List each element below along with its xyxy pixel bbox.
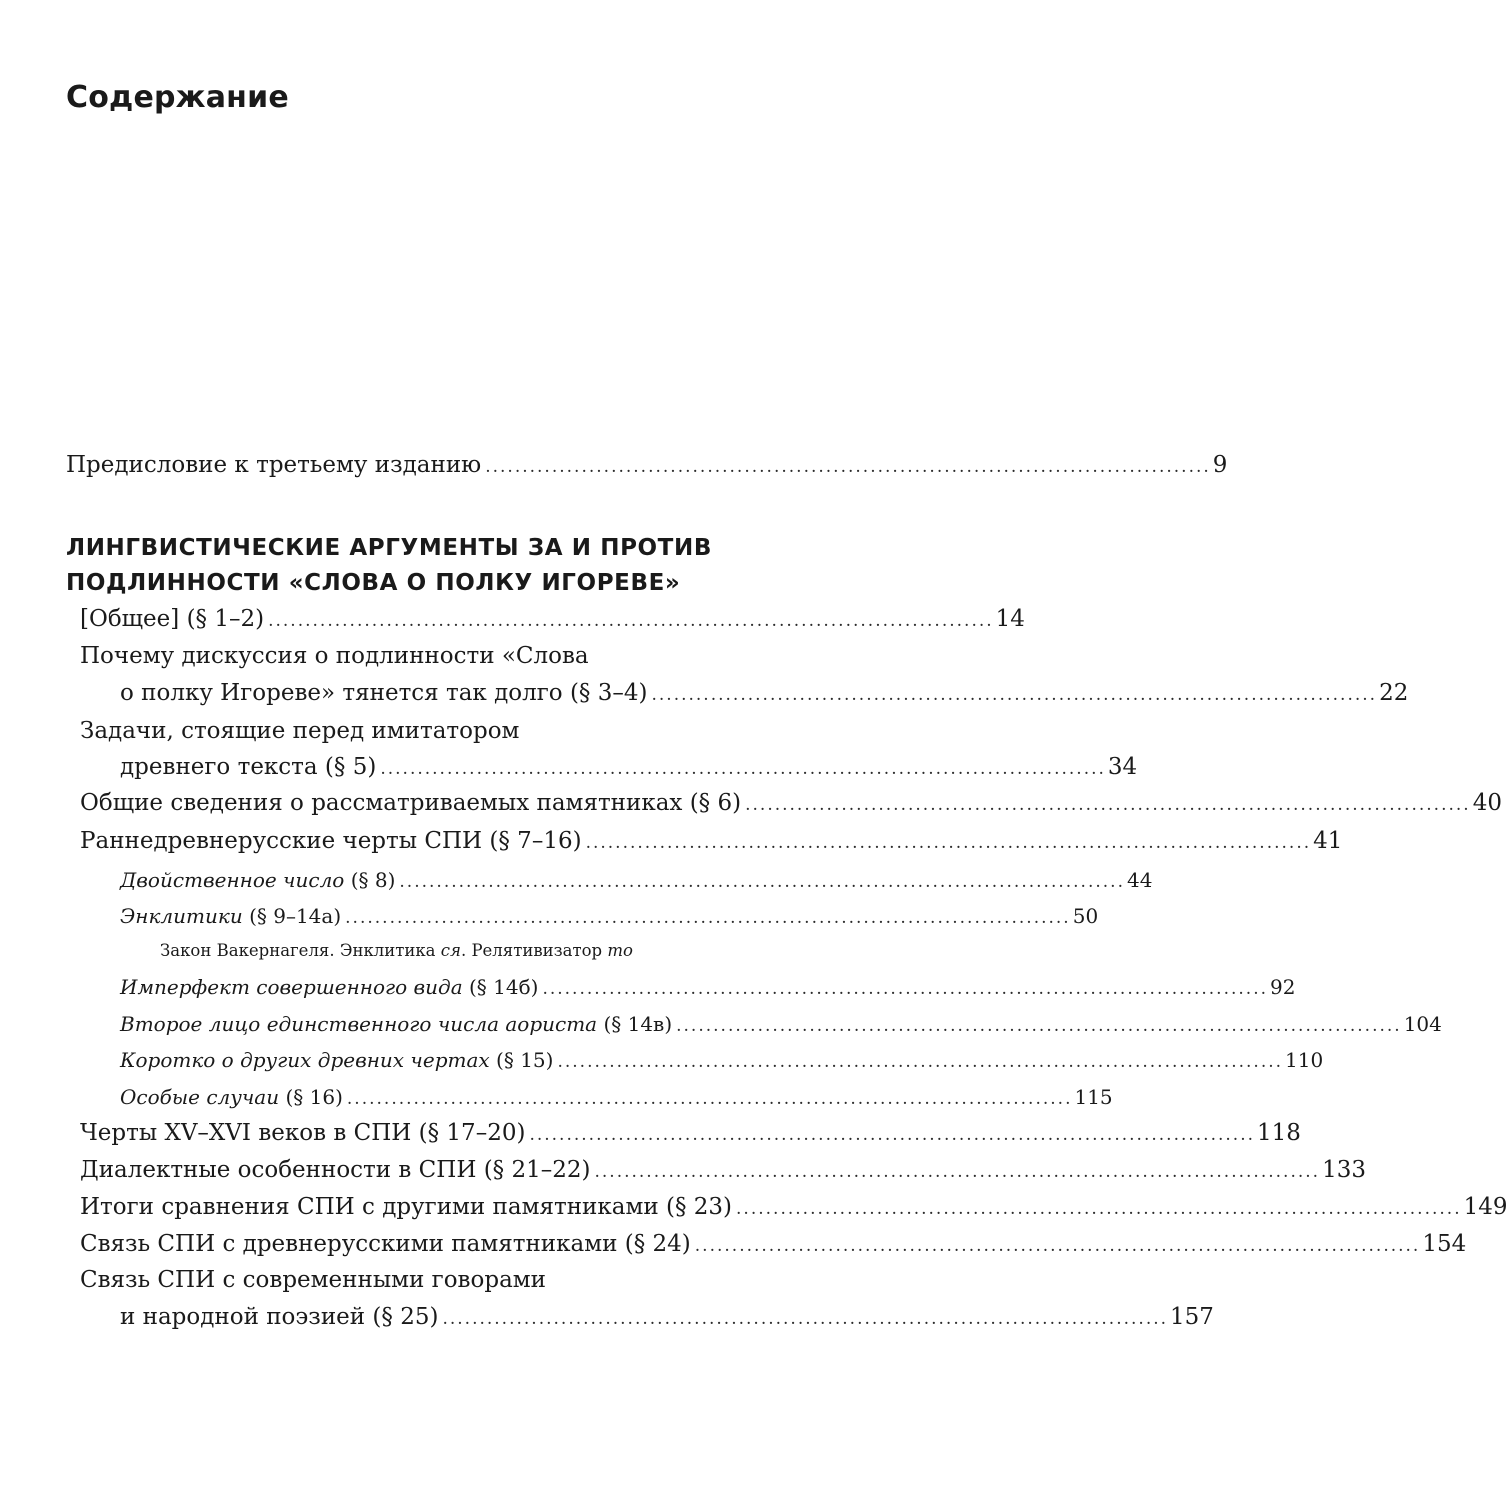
toc-page-number: 44 — [1126, 868, 1153, 892]
dot-leader: .................................................................................................. — [736, 1199, 1462, 1219]
toc-entry-label-line1: Почему дискуссия о подлинности «Слова — [80, 643, 589, 669]
toc-entry[interactable] — [120, 754, 1138, 780]
toc-entry[interactable] — [120, 680, 1409, 706]
section-heading-line1: ЛИНГВИСТИЧЕСКИЕ АРГУМЕНТЫ ЗА И ПРОТИВ — [66, 535, 712, 561]
dot-leader: .................................................................................................. — [485, 457, 1211, 477]
dot-leader: .................................................................................................. — [676, 1016, 1402, 1036]
dot-leader: .................................................................................................. — [542, 979, 1269, 999]
toc-entry[interactable] — [80, 1194, 1508, 1220]
toc-page-number: 9 — [1212, 452, 1228, 478]
toc-entry-label — [120, 1048, 553, 1072]
toc-entry[interactable] — [80, 1231, 1467, 1257]
dot-leader: .................................................................................................. — [529, 1125, 1256, 1145]
toc-entry-label-italic: Имперфект совершенного вида — [120, 975, 463, 999]
subnote-text: . Релятивизатор — [460, 941, 608, 960]
toc-page-number: 92 — [1270, 975, 1296, 999]
toc-entry-label: Итоги сравнения СПИ с другими памятниками (§ 23) — [80, 1194, 733, 1220]
toc-page-number: 104 — [1403, 1012, 1442, 1036]
toc-page-number: 157 — [1170, 1304, 1214, 1330]
toc-page-number: 14 — [995, 606, 1025, 632]
toc-entry-label: о полку Игореве» тянется так долго (§ 3–4) — [120, 680, 648, 706]
dot-leader: .................................................................................................. — [442, 1309, 1169, 1329]
toc-entry-label — [120, 904, 341, 928]
toc-entry[interactable] — [80, 1120, 1301, 1146]
toc-entry-label-italic: Двойственное число — [120, 868, 345, 892]
toc-entry-label-rest: (§ 8) — [344, 868, 396, 892]
toc-entry-label-line1: Связь СПИ с современными говорами — [80, 1267, 547, 1293]
toc-page-number: 41 — [1313, 828, 1343, 854]
subnote-italic: ся — [440, 941, 461, 960]
dot-leader: .................................................................................................. — [594, 1162, 1321, 1182]
toc-entry-label-line1: Задачи, стоящие перед имитатором — [80, 718, 520, 744]
toc-page-number: 110 — [1285, 1048, 1324, 1072]
toc-page-number: 118 — [1257, 1120, 1301, 1146]
toc-entry-label: Черты XV–XVI веков в СПИ (§ 17–20) — [80, 1120, 526, 1146]
dot-leader: .................................................................................................. — [651, 685, 1378, 705]
toc-entry[interactable] — [80, 1157, 1366, 1183]
toc-entry-label: и народной поэзией (§ 25) — [120, 1304, 439, 1330]
toc-page-number: 149 — [1463, 1194, 1508, 1220]
toc-page-number: 22 — [1379, 680, 1409, 706]
toc-page-number: 154 — [1422, 1231, 1467, 1257]
toc-entry-label: Общие сведения о рассматриваемых памятниках (§ 6) — [80, 790, 742, 816]
toc-entry[interactable] — [80, 828, 1343, 854]
dot-leader: .................................................................................................. — [585, 833, 1312, 853]
toc-entry[interactable] — [120, 1304, 1214, 1330]
toc-page-number: 115 — [1074, 1085, 1113, 1109]
toc-entry-label-rest: (§ 14в) — [597, 1012, 673, 1036]
toc-page-number: 34 — [1107, 754, 1138, 780]
toc-entry-label: Связь СПИ с древнерусскими памятниками (§ 24) — [80, 1231, 691, 1257]
toc-entry-label: Предисловие к третьему изданию — [66, 452, 482, 478]
toc-entry-label-rest: (§ 15) — [489, 1048, 554, 1072]
toc-entry[interactable] — [80, 790, 1502, 816]
toc-subentry[interactable] — [120, 1085, 1113, 1109]
dot-leader: .................................................................................................. — [345, 908, 1071, 928]
dot-leader: .................................................................................................. — [380, 759, 1106, 779]
toc-entry-label-italic: Энклитики — [120, 904, 243, 928]
toc-page-number: 50 — [1072, 904, 1099, 928]
toc-entry-label-rest: (§ 14б) — [462, 975, 539, 999]
subnote-text: Закон Вакернагеля. Энклитика — [160, 941, 441, 960]
toc-entry-label: [Общее] (§ 1–2) — [80, 606, 265, 632]
toc-entry-label: Раннедревнерусские черты СПИ (§ 7–16) — [80, 828, 582, 854]
toc-page-number: 40 — [1472, 790, 1502, 816]
toc-entry-label-italic: Второе лицо единственного числа аориста — [120, 1012, 598, 1036]
toc-entry-label: Диалектные особенности в СПИ (§ 21–22) — [80, 1157, 591, 1183]
toc-subentry[interactable] — [120, 868, 1153, 892]
toc-entry-label-rest: (§ 9–14а) — [242, 904, 342, 928]
toc-subnote — [160, 941, 633, 960]
toc-entry-label — [120, 975, 538, 999]
toc-entry-label-italic: Коротко о других древних чертах — [120, 1048, 490, 1072]
toc-entry-preface[interactable] — [66, 452, 1228, 478]
section-heading-line2: ПОДЛИННОСТИ «СЛОВА О ПОЛКУ ИГОРЕВЕ» — [66, 570, 681, 596]
dot-leader: .................................................................................................. — [399, 872, 1125, 892]
toc-entry[interactable] — [80, 606, 1025, 632]
dot-leader: .................................................................................................. — [268, 611, 994, 631]
toc-subentry[interactable] — [120, 975, 1296, 999]
toc-entry-label: древнего текста (§ 5) — [120, 754, 377, 780]
dot-leader: .................................................................................................. — [557, 1052, 1284, 1072]
dot-leader: .................................................................................................. — [745, 795, 1471, 815]
toc-subentry[interactable] — [120, 904, 1099, 928]
toc-subentry[interactable] — [120, 1012, 1442, 1036]
toc-entry-label — [120, 1085, 343, 1109]
subnote-italic: то — [607, 941, 633, 960]
toc-page-number: 133 — [1322, 1157, 1366, 1183]
toc-entry-label-rest: (§ 16) — [279, 1085, 343, 1109]
dot-leader: .................................................................................................. — [346, 1089, 1073, 1109]
toc-entry-label — [120, 868, 395, 892]
toc-subentry[interactable] — [120, 1048, 1324, 1072]
dot-leader: .................................................................................................. — [694, 1236, 1421, 1256]
toc-entry-label-italic: Особые случаи — [120, 1085, 280, 1109]
toc-entry-label — [120, 1012, 672, 1036]
page-title: Содержание — [66, 80, 289, 115]
